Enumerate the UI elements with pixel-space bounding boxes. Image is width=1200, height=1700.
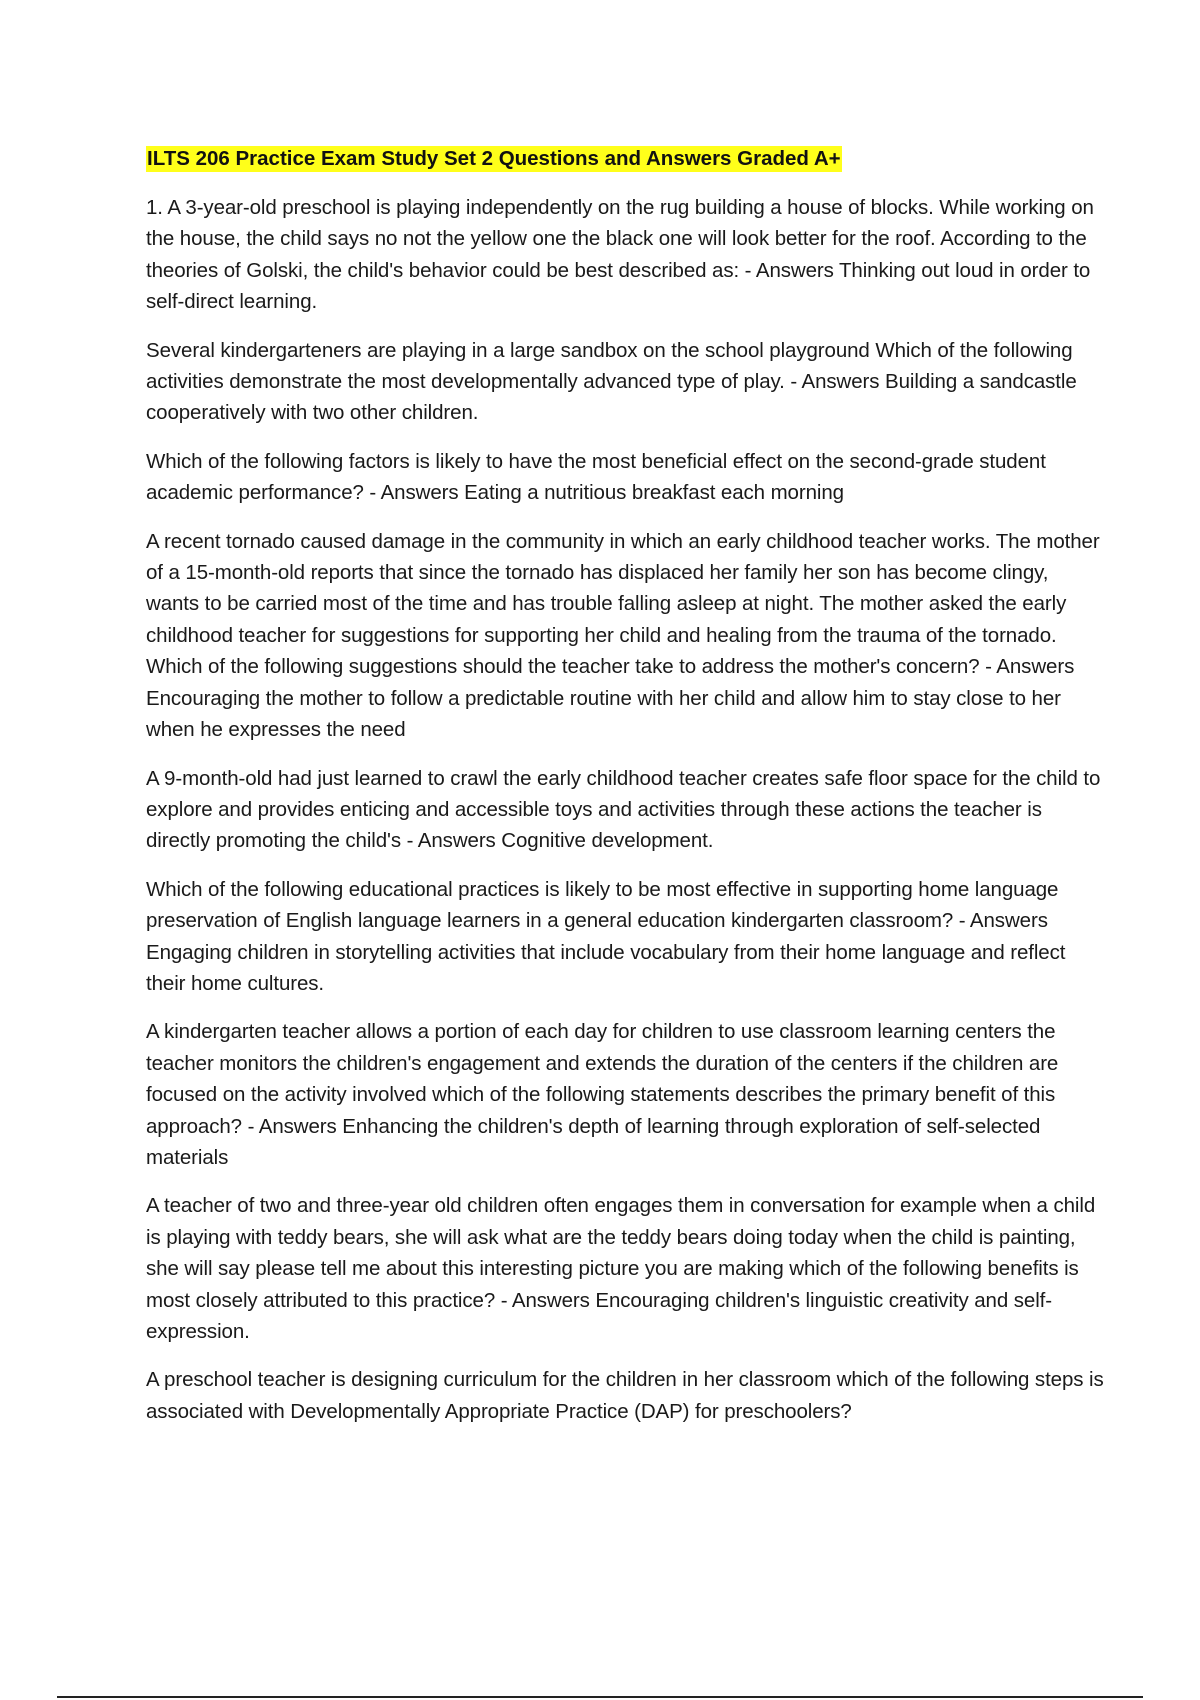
qa-item-5: A 9-month-old had just learned to crawl the early childhood teacher creates safe floor space for the child to explore and provides enticing and accessible toys and activities through these actions the teacher is directly promoting the child's - Answers Cognitive development. [146, 766, 1101, 853]
title-block [146, 143, 1106, 176]
document-title: ILTS 206 Practice Exam Study Set 2 Questions and Answers Graded A+ [147, 147, 841, 170]
footer-divider [57, 1696, 1143, 1698]
qa-item-3: Which of the following factors is likely to have the most beneficial effect on the second-grade student academic performance? - Answers Eating a nutritious breakfast each morning [146, 449, 1046, 505]
qa-item-1: 1. A 3-year-old preschool is playing independently on the rug building a house of blocks. While working on the house, the child says no not the yellow one the black one will look better for the roof. According to the theories of Golski, the child's behavior could be best described as: - Answers Thinking out loud in order to self-direct learning. [146, 196, 1094, 314]
qa-item-2: Several kindergarteners are playing in a large sandbox on the school playground Which of the following activities demonstrate the most developmentally advanced type of play. - Answers Building a sandcastle cooperatively with two other children. [146, 338, 1077, 425]
qa-item-8: A teacher of two and three-year old children often engages them in conversation for example when a child is playing with teddy bears, she will ask what are the teddy bears doing today when the child is painting, she will say please tell me about this interesting picture you are making which of the following benefits is most closely attributed to this practice? - Answers Encouraging children's linguistic creativity and self-expression. [146, 1194, 1096, 1343]
qa-item-7: A kindergarten teacher allows a portion of each day for children to use classroom learning centers the teacher monitors the children's engagement and extends the duration of the centers if the children are focused on the activity involved which of the following statements describes the primary benefit of this approach? - Answers Enhancing the children's depth of learning through exploration of self-selected materials [146, 1020, 1059, 1169]
qa-item-4: A recent tornado caused damage in the community in which an early childhood teacher works. The mother of a 15-month-old reports that since the tornado has displaced her family her son has become clingy, wants to be carried most of the time and has trouble falling asleep at night. The mother asked the early childhood teacher for suggestions for supporting her child and healing from the trauma of the tornado. Which of the following suggestions should the teacher take to address the mother's concern? - Answers Encouraging the mother to follow a predictable routine with her child and allow him to stay close to her when he expresses the need [146, 529, 1100, 742]
qa-item-6: Which of the following educational practices is likely to be most effective in supporting home language preservation of English language learners in a general education kindergarten classroom? - Answers Engaging children in storytelling activities that include vocabulary from their home language and reflect their home cultures. [146, 877, 1066, 995]
document-body [146, 143, 1106, 1444]
qa-item-9: A preschool teacher is designing curriculum for the children in her classroom which of the following steps is associated with Developmentally Appropriate Practice (DAP) for preschoolers? [146, 1368, 1104, 1423]
